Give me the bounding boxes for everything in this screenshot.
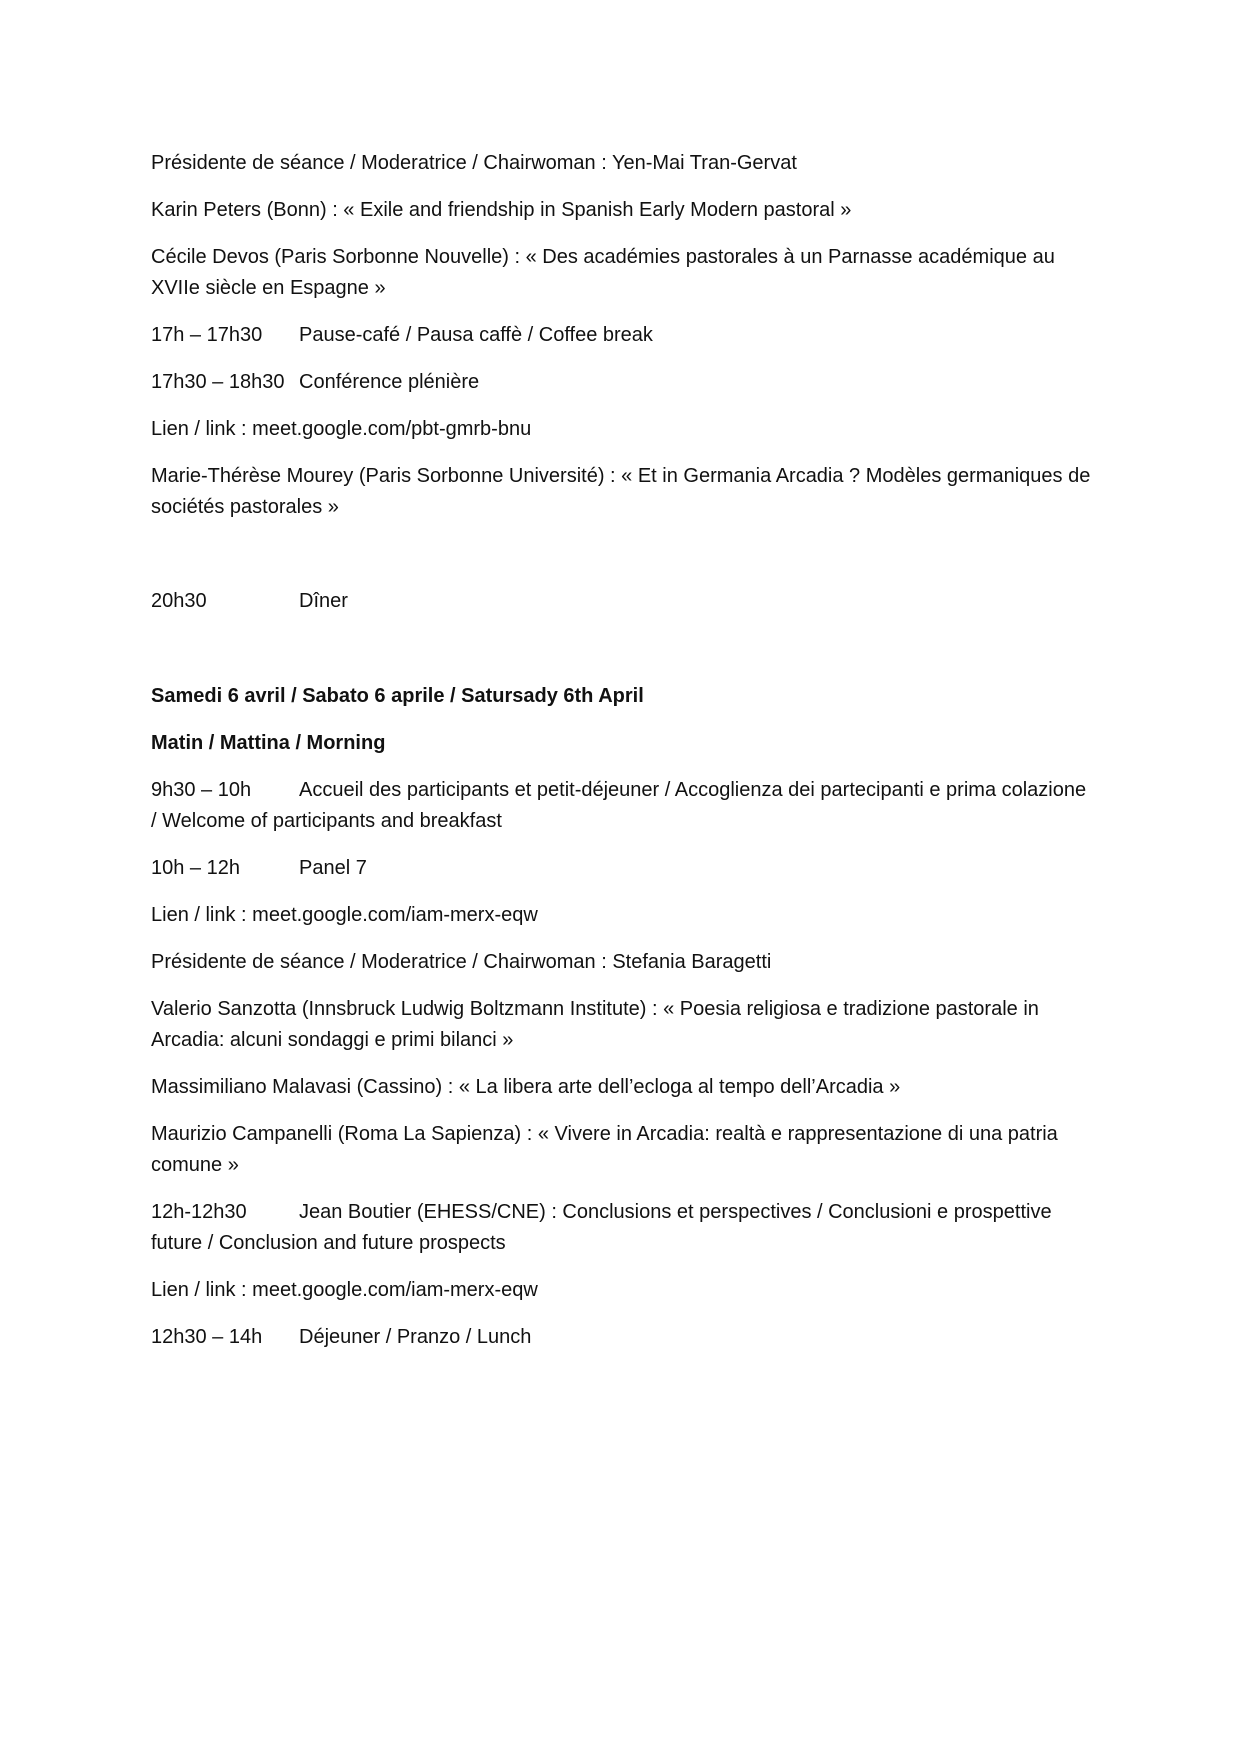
panel7-time: 10h – 12h (151, 857, 240, 879)
plenary-label: Conférence plénière (299, 371, 480, 393)
talk-campanelli: Maurizio Campanelli (Roma La Sapienza) : « Vivere in Arcadia: realtà e rappresentazione di una patria comune » (151, 1123, 1058, 1176)
welcome-row (151, 775, 1096, 837)
chair-line-saturday: Présidente de séance / Moderatrice / Chairwoman : Stefania Baragetti (151, 951, 772, 973)
chair-line-friday: Présidente de séance / Moderatrice / Chairwoman : Yen-Mai Tran-Gervat (151, 152, 797, 174)
plenary-time: 17h30 – 18h30 (151, 371, 285, 393)
plenary-row (151, 367, 1096, 398)
conclusion-link[interactable]: Lien / link : meet.google.com/iam-merx-eqw (151, 1279, 538, 1301)
lunch-row (151, 1322, 1096, 1353)
coffee-break-row (151, 320, 1096, 351)
conclusion-label: Jean Boutier (EHESS/CNE) : Conclusions et perspectives / Conclusioni e prospettive future / Conclusion and future prospects (151, 1201, 1052, 1254)
panel7-row (151, 853, 1096, 884)
coffee-break-label: Pause-café / Pausa caffè / Coffee break (299, 324, 653, 346)
lunch-time: 12h30 – 14h (151, 1326, 263, 1348)
dinner-row (151, 586, 1096, 617)
lunch-label: Déjeuner / Pranzo / Lunch (299, 1326, 532, 1348)
conclusion-time: 12h-12h30 (151, 1201, 247, 1223)
conclusion-row (151, 1197, 1096, 1259)
talk-devos: Cécile Devos (Paris Sorbonne Nouvelle) : « Des académies pastorales à un Parnasse académique au XVIIe siècle en Espagne » (151, 246, 1055, 299)
talk-sanzotta: Valerio Sanzotta (Innsbruck Ludwig Boltzmann Institute) : « Poesia religiosa e tradizione pastorale in Arcadia: alcuni sondaggi e primi bilanci » (151, 998, 1039, 1051)
panel7-label: Panel 7 (299, 857, 367, 879)
talk-malavasi: Massimiliano Malavasi (Cassino) : « La libera arte dell’ecloga al tempo dell’Arcadia » (151, 1076, 901, 1098)
coffee-break-time: 17h – 17h30 (151, 324, 263, 346)
welcome-label: Accueil des participants et petit-déjeuner / Accoglienza dei partecipanti e prima colazione / Welcome of participants and breakfast (151, 779, 1087, 832)
morning-heading: Matin / Mattina / Morning (151, 732, 386, 754)
dinner-time: 20h30 (151, 590, 207, 612)
talk-peters: Karin Peters (Bonn) : « Exile and friendship in Spanish Early Modern pastoral » (151, 199, 852, 221)
plenary-link[interactable]: Lien / link : meet.google.com/pbt-gmrb-bnu (151, 418, 532, 440)
talk-mourey: Marie-Thérèse Mourey (Paris Sorbonne Université) : « Et in Germania Arcadia ? Modèles germaniques de sociétés pastorales » (151, 465, 1091, 518)
saturday-heading: Samedi 6 avril / Sabato 6 aprile / Satursady 6th April (151, 685, 644, 707)
welcome-time: 9h30 – 10h (151, 779, 252, 801)
dinner-label: Dîner (299, 590, 348, 612)
panel7-link[interactable]: Lien / link : meet.google.com/iam-merx-eqw (151, 904, 538, 926)
